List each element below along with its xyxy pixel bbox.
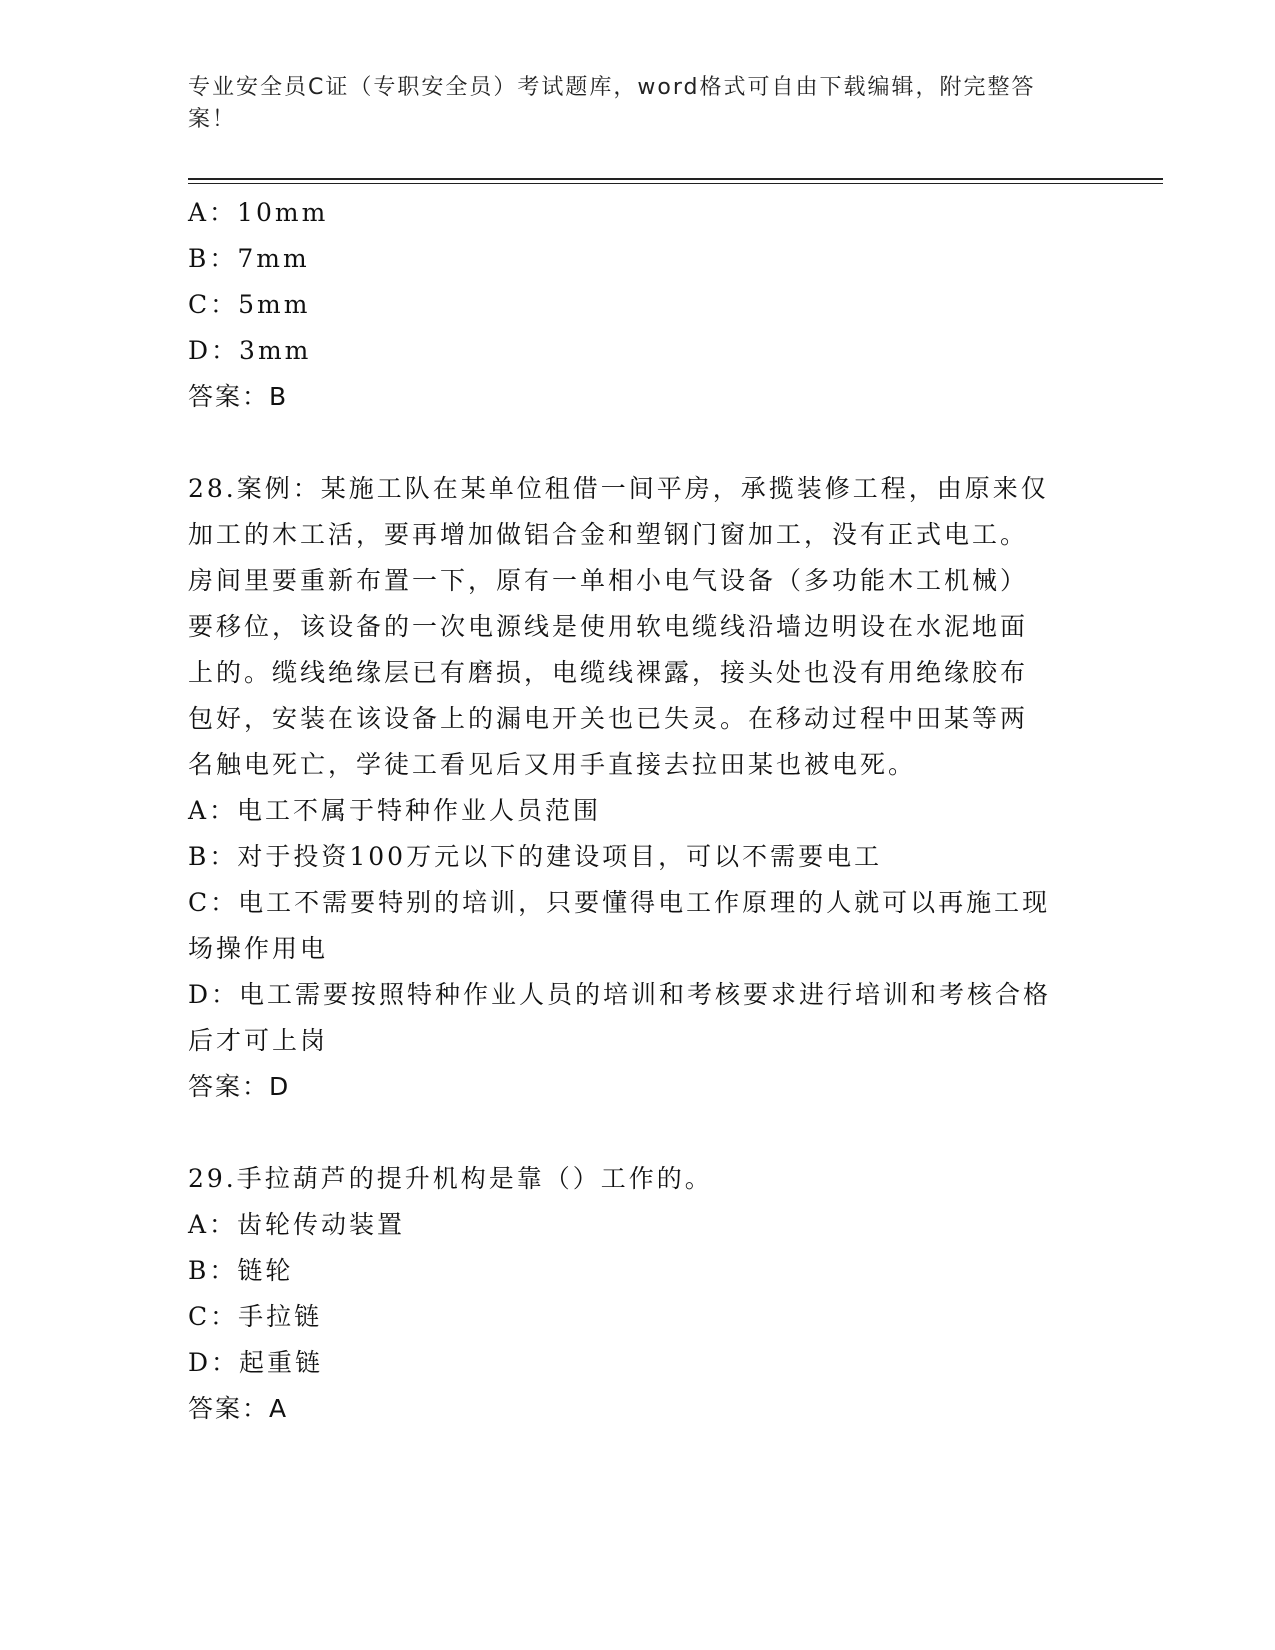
document-body: [188, 190, 1088, 1432]
spacer: [188, 420, 1088, 466]
question-line: 28.案例：某施工队在某单位租借一间平房，承揽装修工程，由原来仅: [188, 474, 1049, 503]
question-line: 名触电死亡，学徒工看见后又用手直接去拉田某也被电死。: [188, 750, 917, 779]
header-title-line-2: 案！: [188, 107, 237, 132]
document-header: [188, 72, 1078, 136]
option-d: D：电工需要按照特种作业人员的培训和考核要求进行培训和考核合格: [188, 980, 1052, 1009]
question-29-answer: 答案：A: [188, 1394, 289, 1423]
option-c-continued: 场操作用电: [188, 934, 329, 963]
question-line: 要移位，该设备的一次电源线是使用软电缆线沿墙边明设在水泥地面: [188, 612, 1029, 641]
header-divider-thick: [188, 178, 1163, 180]
option-d-continued: 后才可上岗: [188, 1026, 329, 1055]
question-27-options: [188, 190, 1088, 374]
option-d: D：3mm: [188, 336, 312, 365]
question-28-options: [188, 788, 1088, 1064]
option-a: A：齿轮传动装置: [188, 1210, 406, 1239]
question-28-answer: 答案：D: [188, 1072, 291, 1101]
question-29-text: 29.手拉葫芦的提升机构是靠（）工作的。: [188, 1164, 713, 1193]
question-line: 包好，安装在该设备上的漏电开关也已失灵。在移动过程中田某等两: [188, 704, 1029, 733]
option-b: B：链轮: [188, 1256, 294, 1285]
question-27-answer: 答案：B: [188, 382, 289, 411]
option-b: B：7mm: [188, 244, 310, 273]
option-c: C：电工不需要特别的培训，只要懂得电工作原理的人就可以再施工现: [188, 888, 1051, 917]
question-line: 房间里要重新布置一下，原有一单相小电气设备（多功能木工机械）: [188, 566, 1029, 595]
option-d: D：起重链: [188, 1348, 324, 1377]
question-line: 加工的木工活，要再增加做铝合金和塑钢门窗加工，没有正式电工。: [188, 520, 1029, 549]
option-c: C：5mm: [188, 290, 311, 319]
option-a: A：电工不属于特种作业人员范围: [188, 796, 602, 825]
option-a: A：10mm: [188, 198, 329, 227]
header-title-line-1: 专业安全员C证（专职安全员）考试题库，word格式可自由下载编辑，附完整答: [188, 75, 1036, 100]
spacer: [188, 1110, 1088, 1156]
option-b: B：对于投资100万元以下的建设项目，可以不需要电工: [188, 842, 883, 871]
option-c: C：手拉链: [188, 1302, 323, 1331]
question-28-text: [188, 466, 1088, 788]
header-divider-thin: [188, 183, 1163, 184]
question-line: 上的。缆线绝缘层已有磨损，电缆线裸露，接头处也没有用绝缘胶布: [188, 658, 1029, 687]
question-29-options: [188, 1202, 1088, 1386]
